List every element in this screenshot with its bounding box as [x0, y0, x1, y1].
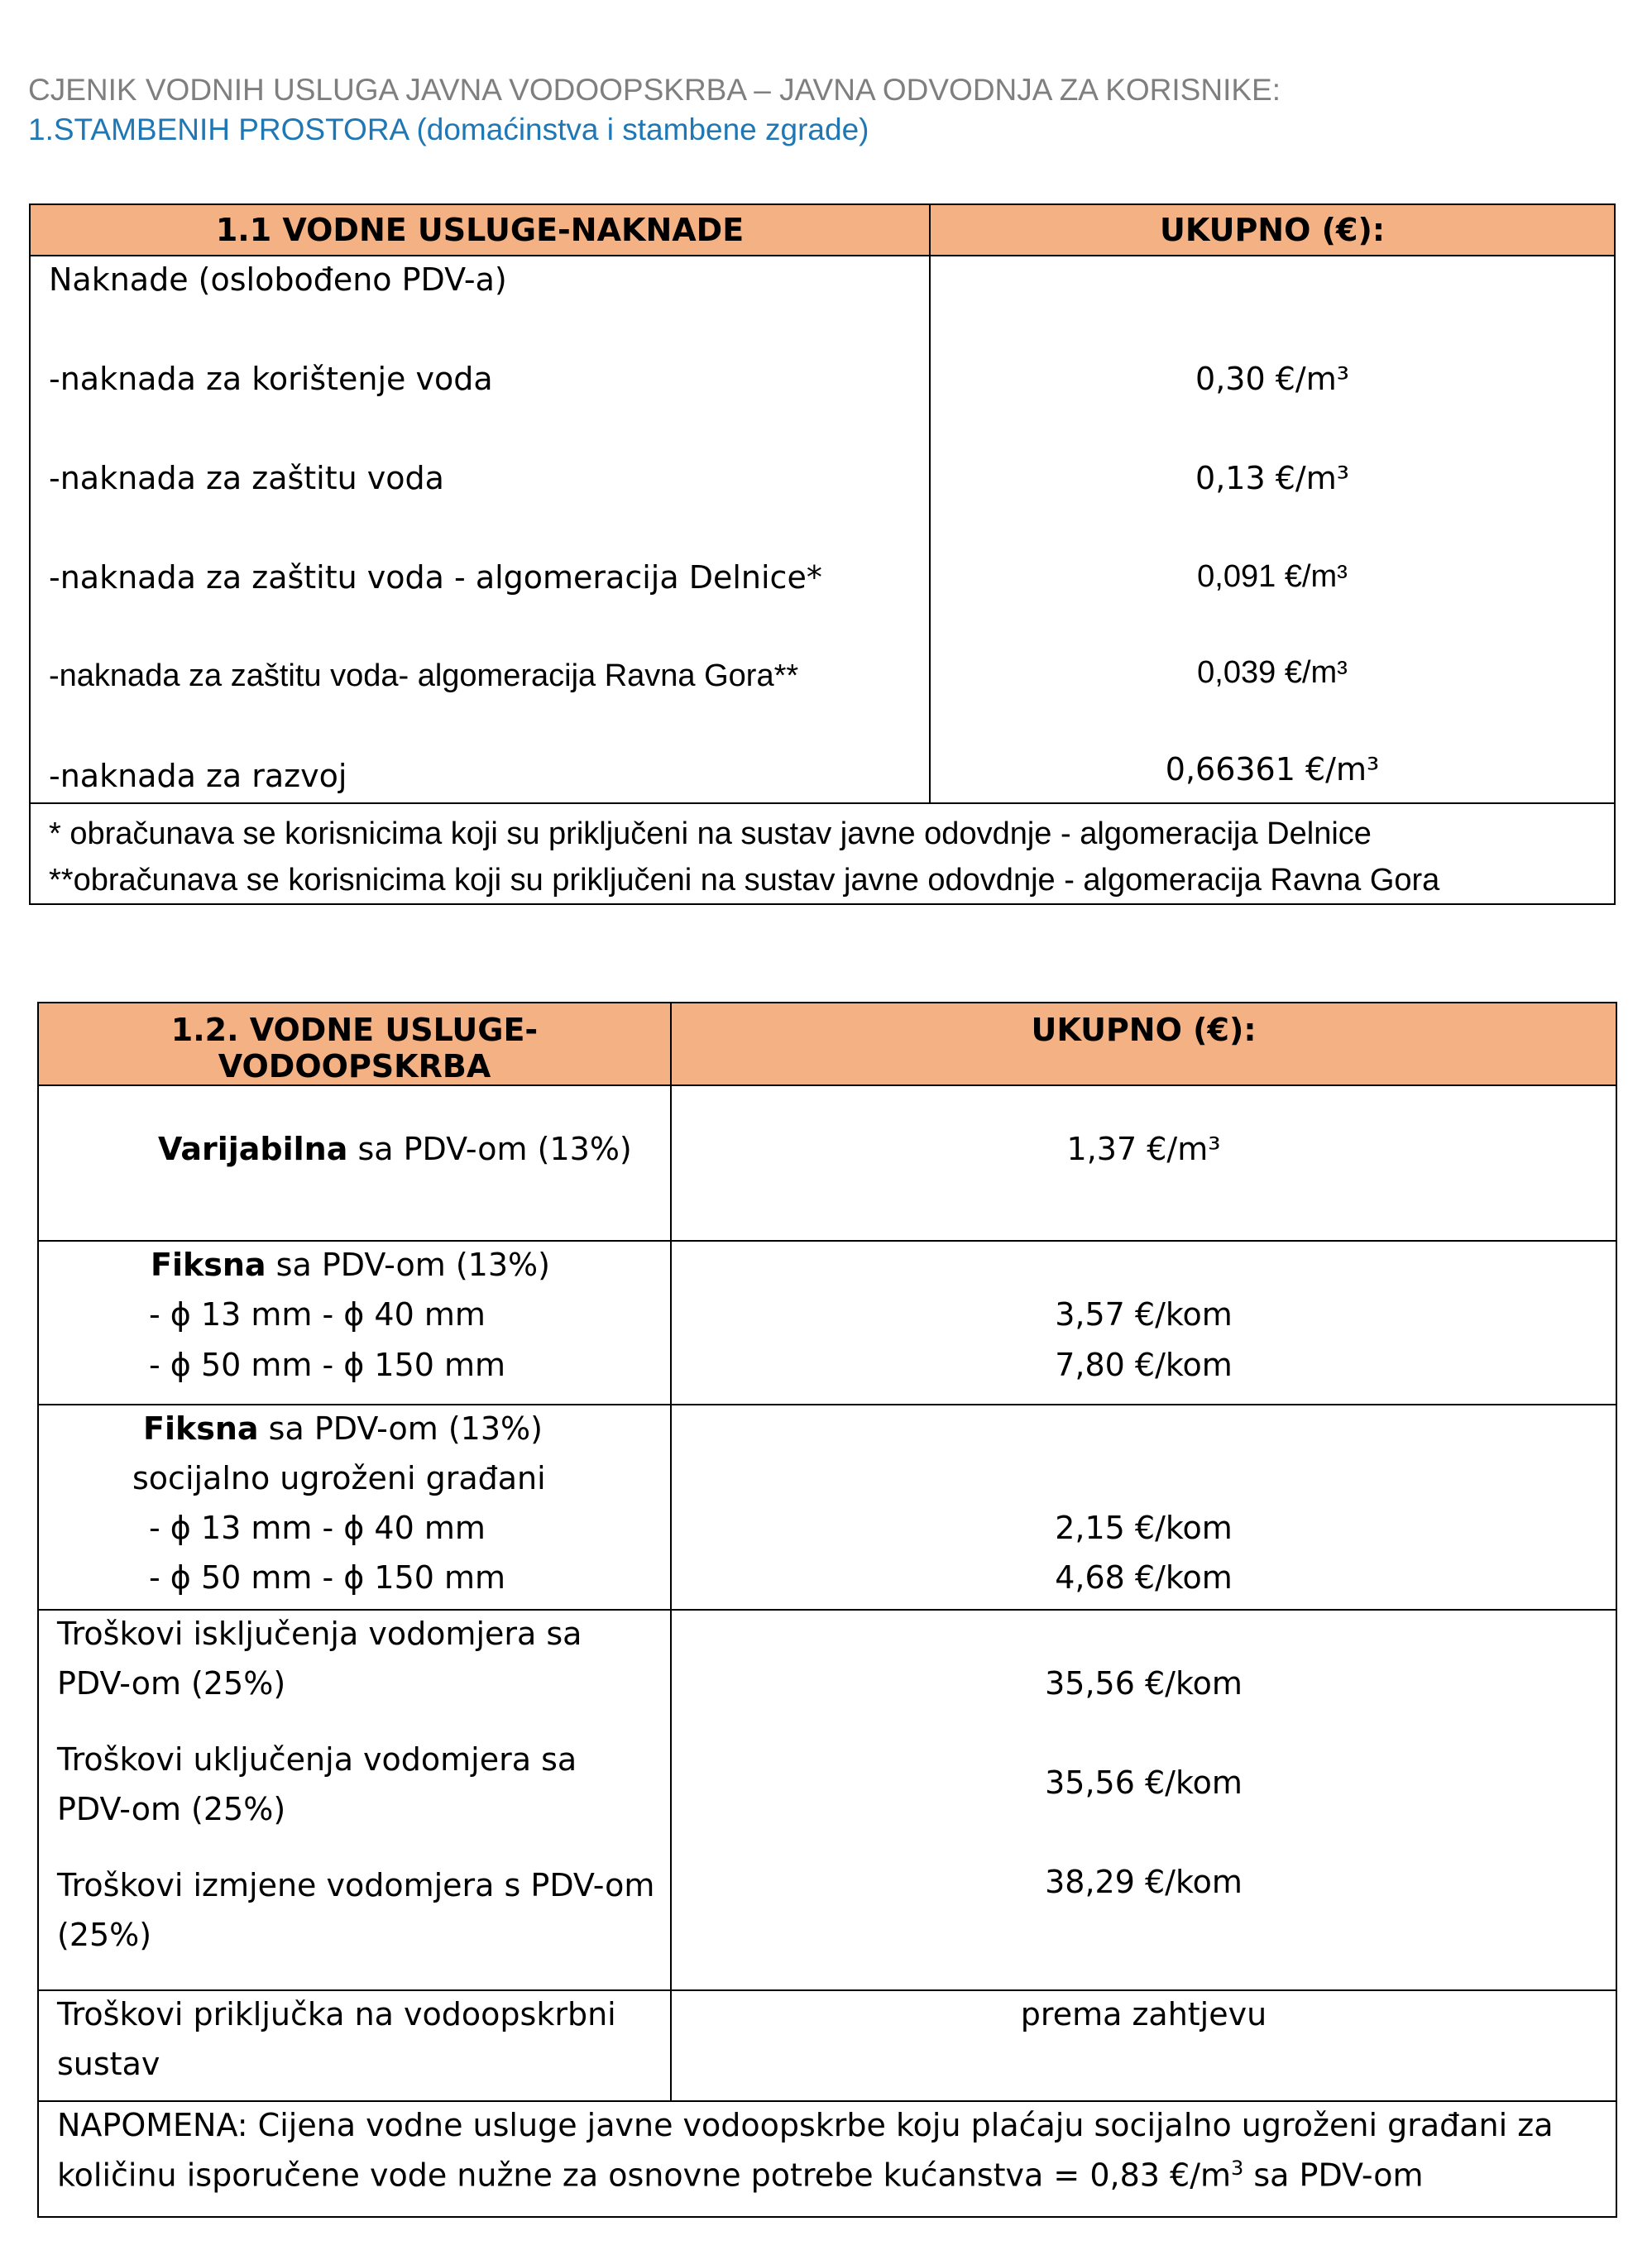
naknade-values-cell — [930, 256, 1615, 803]
naknade-intro: Naknade (oslobođeno PDV-a) — [49, 261, 507, 298]
fiksna-value-cell — [671, 1241, 1616, 1405]
fiksna-label: Fiksna sa PDV-om (13%) — [151, 1247, 550, 1283]
fiksna-soc-value-cell — [671, 1405, 1616, 1610]
fiksna-soc-label: Fiksna sa PDV-om (13%) — [143, 1410, 543, 1447]
naknada-label: -naknada za razvoj — [49, 758, 347, 794]
napomena-line: NAPOMENA: Cijena vodne usluge javne vodoopskrbe koju plaćaju socijalno ugroženi građani za — [57, 2107, 1554, 2143]
naknada-label: -naknada za zaštitu voda — [49, 460, 444, 496]
troskovi-izmjene-value: 38,29 €/kom — [1045, 1864, 1243, 1900]
varijabilna-value-cell — [671, 1085, 1616, 1241]
page-subtitle: 1.STAMBENIH PROSTORA (domaćinstva i stambene zgrade) — [28, 113, 869, 146]
note-delnice: * obračunava se korisnicima koji su priključeni na sustav javne odovdnje - algomeracija Delnice — [49, 816, 1372, 851]
fiksna-soc-value: 4,68 €/kom — [1055, 1559, 1233, 1596]
naknada-value: 0,66361 €/m³ — [1165, 751, 1380, 788]
naknada-label: -naknada za zaštitu voda - algomeracija Delnice* — [49, 559, 822, 596]
varijabilna-label-cell — [38, 1085, 671, 1241]
table1-notes — [30, 803, 1615, 904]
naknada-value: 0,30 €/m³ — [1195, 361, 1349, 397]
prikljucak-label: sustav — [57, 2046, 160, 2082]
table1-header-left: 1.1 VODNE USLUGE-NAKNADE — [30, 204, 930, 256]
fiksna-sub: - ϕ 50 mm - ϕ 150 mm — [149, 1347, 506, 1383]
fiksna-value: 3,57 €/kom — [1055, 1296, 1233, 1333]
prikljucak-label-cell — [38, 1990, 671, 2101]
troskovi-ukljucenja-label: PDV-om (25%) — [57, 1791, 286, 1827]
naknade-table — [29, 203, 1616, 905]
fiksna-soc-sub: - ϕ 50 mm - ϕ 150 mm — [149, 1559, 506, 1596]
troskovi-label-cell — [38, 1610, 671, 1990]
fiksna-soc-line2: socijalno ugroženi građani — [132, 1460, 546, 1496]
naknada-label: -naknada za korištenje voda — [49, 361, 493, 397]
fiksna-sub: - ϕ 13 mm - ϕ 40 mm — [149, 1296, 486, 1333]
table2-header-left: 1.2. VODNE USLUGE-VODOOPSKRBA — [38, 1003, 671, 1085]
troskovi-izmjene-label: Troškovi izmjene vodomjera s PDV-om — [57, 1867, 655, 1903]
fiksna-label-cell — [38, 1241, 671, 1405]
varijabilna-label: Varijabilna sa PDV-om (13%) — [158, 1131, 632, 1167]
troskovi-iskljucenja-value: 35,56 €/kom — [1045, 1665, 1243, 1702]
naknada-label: -naknada za zaštitu voda- algomeracija Ravna Gora** — [49, 658, 799, 693]
fiksna-soc-label-cell — [38, 1405, 671, 1610]
fiksna-soc-sub: - ϕ 13 mm - ϕ 40 mm — [149, 1510, 486, 1546]
troskovi-iskljucenja-label: PDV-om (25%) — [57, 1665, 286, 1702]
page-title: CJENIK VODNIH USLUGA JAVNA VODOOPSKRBA – JAVNA ODVODNJA ZA KORISNIKE: — [28, 73, 1281, 107]
troskovi-value-cell — [671, 1610, 1616, 1990]
note-ravna-gora: **obračunava se korisnicima koji su priključeni na sustav javne odovdnje - algomeracija Ravna Gora — [49, 863, 1440, 898]
naknade-labels-cell — [30, 256, 930, 803]
prikljucak-label: Troškovi priključka na vodoopskrbni — [57, 1996, 616, 2032]
fiksna-soc-value: 2,15 €/kom — [1055, 1510, 1233, 1546]
troskovi-izmjene-label: (25%) — [57, 1917, 152, 1953]
naknada-value: 0,13 €/m³ — [1195, 460, 1349, 496]
troskovi-ukljucenja-value: 35,56 €/kom — [1045, 1764, 1243, 1801]
table1-header-right: UKUPNO (€): — [930, 204, 1615, 256]
naknada-value: 0,039 €/m³ — [1197, 655, 1348, 690]
napomena-cell — [38, 2101, 1616, 2217]
fiksna-value: 7,80 €/kom — [1055, 1347, 1233, 1383]
table2-header-right: UKUPNO (€): — [671, 1003, 1616, 1085]
troskovi-iskljucenja-label: Troškovi isključenja vodomjera sa — [57, 1616, 582, 1652]
varijabilna-value: 1,37 €/m³ — [1066, 1131, 1221, 1167]
naknada-value: 0,091 €/m³ — [1197, 559, 1348, 594]
vodoopskrba-table — [37, 1002, 1617, 2218]
prikljucak-value-cell — [671, 1990, 1616, 2101]
prikljucak-value: prema zahtjevu — [1020, 1996, 1267, 2032]
troskovi-ukljucenja-label: Troškovi uključenja vodomjera sa — [57, 1741, 577, 1778]
napomena-line: količinu isporučene vode nužne za osnovne potrebe kućanstva = 0,83 $€/m^3$ sa PDV-om — [57, 2157, 1424, 2194]
